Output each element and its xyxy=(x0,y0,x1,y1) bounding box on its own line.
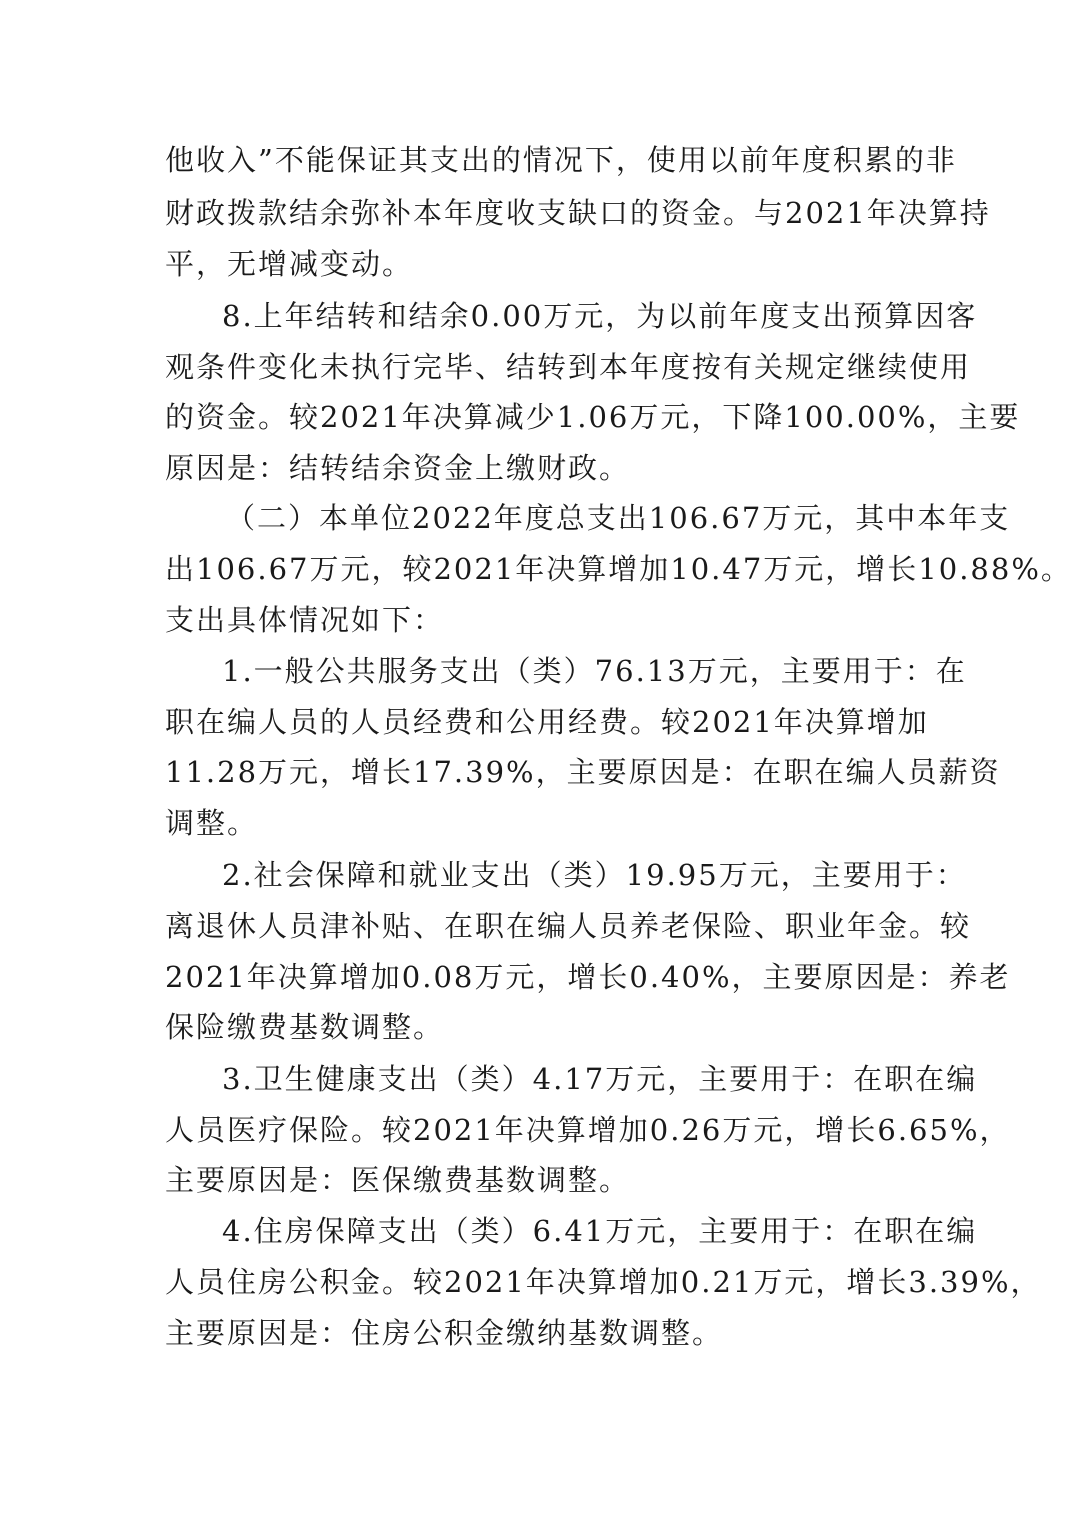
text-line: 离退休人员津补贴、在职在编人员养老保险、职业年金。较 xyxy=(165,909,972,943)
text-line: 8.上年结转和结余0.00万元，为以前年度支出预算因客 xyxy=(222,299,978,333)
text-line: 平，无增减变动。 xyxy=(165,247,414,281)
text-line: 他收入”不能保证其支出的情况下，使用以前年度积累的非 xyxy=(165,143,957,177)
text-line: 的资金。较2021年决算减少1.06万元，下降100.00%，主要 xyxy=(165,400,1021,434)
text-line: 2.社会保障和就业支出（类）19.95万元，主要用于： xyxy=(222,858,967,892)
text-line: 2021年决算增加0.08万元，增长0.40%，主要原因是：养老 xyxy=(165,960,1011,994)
text-line: 保险缴费基数调整。 xyxy=(165,1010,445,1044)
text-line: 人员住房公积金。较2021年决算增加0.21万元，增长3.39%， xyxy=(165,1265,1042,1299)
text-line: 11.28万元，增长17.39%，主要原因是：在职在编人员薪资 xyxy=(165,755,1001,789)
text-line: 4.住房保障支出（类）6.41万元，主要用于：在职在编 xyxy=(222,1214,978,1248)
text-line: 出106.67万元，较2021年决算增加10.47万元，增长10.88%。 xyxy=(165,552,1072,586)
text-line: 主要原因是：住房公积金缴纳基数调整。 xyxy=(165,1316,724,1350)
text-line: 职在编人员的人员经费和公用经费。较2021年决算增加 xyxy=(165,705,929,739)
text-line: 财政拨款结余弥补本年度收支缺口的资金。与2021年决算持 xyxy=(165,196,991,230)
text-line: 主要原因是：医保缴费基数调整。 xyxy=(165,1163,631,1197)
text-line: 1.一般公共服务支出（类）76.13万元，主要用于：在 xyxy=(222,654,967,688)
text-line: 人员医疗保险。较2021年决算增加0.26万元，增长6.65%， xyxy=(165,1113,1011,1147)
text-line: （二）本单位2022年度总支出106.67万元，其中本年支 xyxy=(226,501,1011,535)
text-line: 观条件变化未执行完毕、结转到本年度按有关规定继续使用 xyxy=(165,350,972,384)
text-line: 支出具体情况如下： xyxy=(165,603,445,637)
text-line: 调整。 xyxy=(165,806,259,840)
text-line: 3.卫生健康支出（类）4.17万元，主要用于：在职在编 xyxy=(222,1062,978,1096)
text-line: 原因是：结转结余资金上缴财政。 xyxy=(165,451,631,485)
